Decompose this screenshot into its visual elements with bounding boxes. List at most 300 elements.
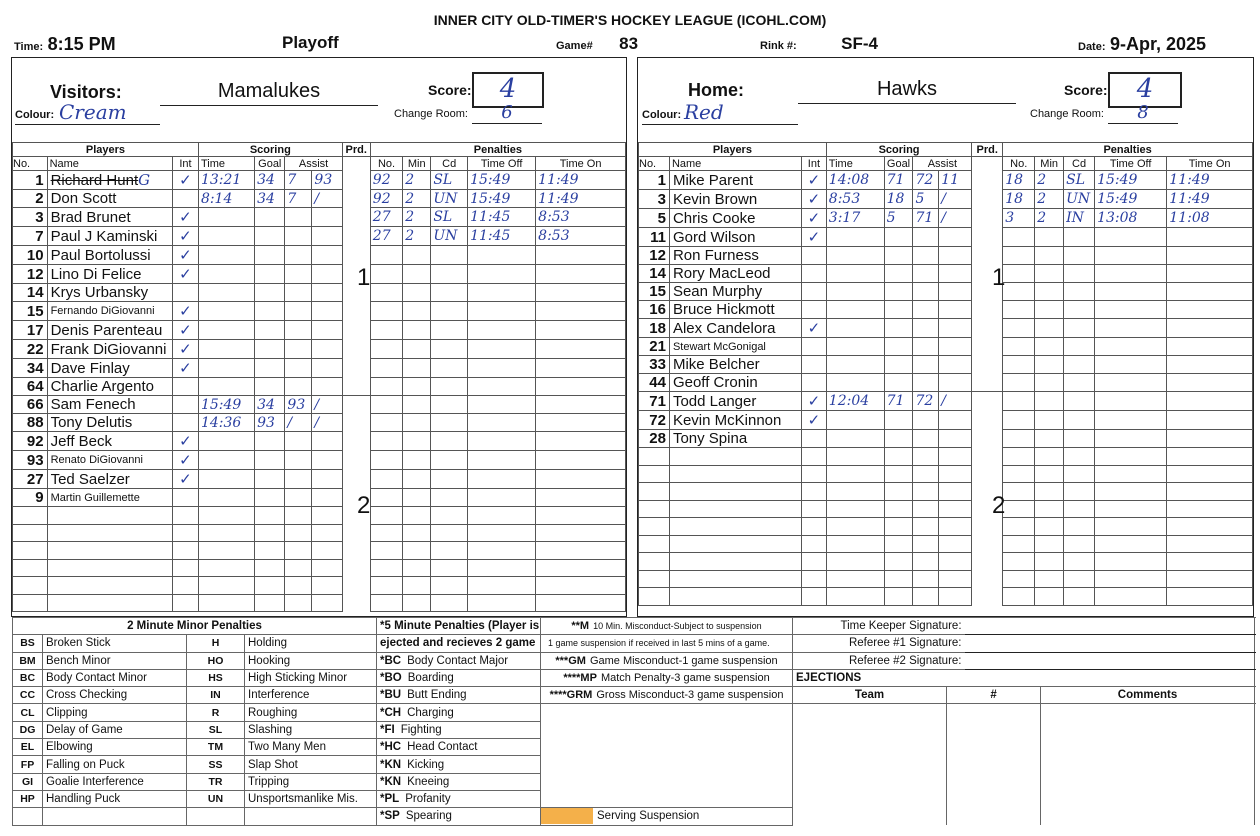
score-time	[198, 451, 254, 470]
major-item	[377, 773, 541, 790]
minor-desc: Two Many Men	[245, 739, 377, 756]
player-number: 34	[13, 359, 48, 378]
time-field	[14, 34, 116, 55]
minor-desc: Tripping	[245, 773, 377, 790]
minor-desc: Slashing	[245, 721, 377, 738]
penalty-no	[370, 359, 402, 378]
period-cell	[342, 340, 370, 359]
penalty-min	[1035, 500, 1064, 518]
player-name-text: Mike Belcher	[672, 356, 760, 373]
penalty-off	[1095, 319, 1167, 338]
player-name	[47, 190, 172, 208]
intent-check: ✓	[802, 392, 827, 411]
table-row	[13, 432, 626, 451]
ejection-team	[793, 721, 947, 738]
table-row	[639, 588, 1253, 606]
score-a2	[939, 465, 972, 483]
player-number: 15	[639, 283, 670, 301]
period-cell	[342, 359, 370, 378]
major-code: *PL	[380, 793, 400, 806]
player-name-text: Bruce Hickmott	[672, 301, 775, 318]
penalty-off	[468, 489, 536, 507]
intent-check: ✓	[172, 359, 198, 378]
minor-desc: Roughing	[245, 704, 377, 721]
table-row	[13, 559, 626, 577]
misc-empty	[541, 704, 793, 721]
intent-check	[172, 507, 198, 525]
intent-check	[802, 553, 827, 571]
score-goal	[884, 356, 913, 374]
intent-check: ✓	[802, 228, 827, 247]
penalty-on	[1167, 301, 1253, 319]
penalty-off	[468, 396, 536, 414]
player-number: 22	[13, 340, 48, 359]
major-desc: Spearing	[405, 810, 452, 823]
table-row	[639, 356, 1253, 374]
penalty-no	[1003, 483, 1035, 501]
score-a1	[285, 265, 312, 284]
score-a1	[913, 448, 939, 466]
penalty-no	[1003, 247, 1035, 265]
scoring-header: Scoring	[826, 143, 971, 157]
penalty-on	[1167, 356, 1253, 374]
score-goal	[255, 208, 285, 227]
score-a2: /	[312, 414, 342, 432]
penalty-cd	[1064, 319, 1095, 338]
table-row	[13, 246, 626, 265]
score-goal	[884, 518, 913, 536]
date-value: 9-Apr, 2025	[1109, 34, 1207, 54]
minor-code: EL	[13, 739, 43, 756]
major-code: *KN	[380, 775, 402, 788]
misc-empty	[541, 739, 793, 756]
visitors-grid	[12, 142, 626, 612]
penalty-cd	[1064, 301, 1095, 319]
period-cell	[342, 396, 370, 414]
player-number: 44	[639, 374, 670, 392]
penalty-off	[468, 524, 536, 542]
home-label: Home:	[688, 80, 745, 100]
player-name	[669, 209, 801, 228]
score-goal	[884, 265, 913, 283]
penalty-no: 18	[1003, 171, 1035, 190]
score-a1	[913, 553, 939, 571]
home-colour: Red	[684, 100, 724, 124]
major-code: *HC	[380, 741, 402, 754]
player-name-text: Fernando DiGiovanni	[50, 305, 155, 317]
table-row	[13, 378, 626, 396]
penalty-min	[1035, 518, 1064, 536]
player-number: 2	[13, 190, 48, 208]
ejection-comments	[1041, 721, 1255, 738]
score-a2	[939, 570, 972, 588]
penalty-min	[403, 507, 431, 525]
player-number	[639, 465, 670, 483]
score-goal: 93	[255, 414, 285, 432]
penalty-min	[1035, 319, 1064, 338]
score-goal	[884, 430, 913, 448]
intent-check	[802, 247, 827, 265]
major-desc: Head Contact	[407, 741, 478, 754]
score-a1	[285, 432, 312, 451]
player-name	[47, 321, 172, 340]
table-row	[639, 301, 1253, 319]
visitors-colour-field	[15, 100, 160, 125]
penalty-no	[370, 577, 402, 595]
player-name	[47, 246, 172, 265]
period-cell	[342, 414, 370, 432]
table-row	[13, 265, 626, 284]
intent-check	[172, 414, 198, 432]
table-row	[639, 374, 1253, 392]
penalty-no	[370, 432, 402, 451]
penalty-min	[403, 396, 431, 414]
intent-check: ✓	[172, 470, 198, 489]
penalty-min	[1035, 483, 1064, 501]
score-a2	[312, 559, 342, 577]
penalty-min	[1035, 228, 1064, 247]
major-item	[377, 721, 541, 738]
penalty-cd	[1064, 430, 1095, 448]
penalty-no: 27	[370, 208, 402, 227]
score-goal	[255, 265, 285, 284]
rink-label: Rink #:	[760, 40, 797, 52]
player-number	[639, 570, 670, 588]
misc-item	[541, 652, 793, 669]
penalty-no: 92	[370, 190, 402, 208]
player-name	[47, 171, 172, 190]
player-name-text: Tony Delutis	[50, 414, 133, 431]
score-goal	[255, 577, 285, 595]
penalty-on	[536, 246, 626, 265]
period-cell	[972, 392, 1003, 411]
time-label: Time:	[14, 41, 44, 53]
period-cell	[342, 451, 370, 470]
score-goal	[255, 594, 285, 612]
player-number	[13, 507, 48, 525]
misc-empty	[541, 721, 793, 738]
score-goal	[884, 374, 913, 392]
period-cell	[972, 338, 1003, 356]
player-name	[47, 359, 172, 378]
penalty-no	[1003, 374, 1035, 392]
penalty-min	[403, 284, 431, 302]
player-name	[669, 392, 801, 411]
table-row	[13, 594, 626, 612]
no-col: No.	[13, 157, 48, 171]
penalty-on	[536, 284, 626, 302]
player-number: 11	[639, 228, 670, 247]
penalty-on	[536, 524, 626, 542]
ejections-comments-header: Comments	[1041, 687, 1255, 704]
table-row	[639, 570, 1253, 588]
period-cell	[972, 247, 1003, 265]
score-a2	[939, 319, 972, 338]
score-time	[826, 570, 884, 588]
score-a1	[913, 301, 939, 319]
game-number-label: Game#	[556, 40, 593, 52]
penalty-min: 2	[1035, 209, 1064, 228]
minor-code: GI	[13, 773, 43, 790]
serving-swatch	[541, 808, 593, 824]
home-period-1: 1	[992, 264, 1006, 291]
intent-check: ✓	[172, 451, 198, 470]
player-number: 14	[13, 284, 48, 302]
goalie-mark: G	[138, 171, 151, 189]
minor-code: TM	[187, 739, 245, 756]
score-time	[198, 208, 254, 227]
player-name	[669, 283, 801, 301]
penalty-no	[370, 284, 402, 302]
penalty-cd	[1064, 356, 1095, 374]
penalty-cd	[431, 451, 468, 470]
score-a2	[312, 594, 342, 612]
player-number: 27	[13, 470, 48, 489]
score-a2: /	[312, 396, 342, 414]
table-row	[639, 171, 1253, 190]
player-name-text: Paul Bortolussi	[50, 246, 151, 264]
legend-row	[13, 756, 1255, 773]
ejection-comments	[1041, 739, 1255, 756]
period-cell	[342, 542, 370, 560]
penalty-no	[370, 451, 402, 470]
penalty-on	[1167, 247, 1253, 265]
penalty-min: 2	[403, 171, 431, 190]
score-goal	[255, 489, 285, 507]
player-name	[47, 507, 172, 525]
score-goal	[255, 559, 285, 577]
penalty-cd	[1064, 411, 1095, 430]
player-name-text: Tony Spina	[672, 430, 748, 447]
assist-col: Assist	[285, 157, 342, 171]
penalty-off	[1095, 392, 1167, 411]
score-a1	[285, 246, 312, 265]
player-name-text: Geoff Cronin	[672, 374, 758, 391]
penalty-min	[1035, 392, 1064, 411]
visitors-team-name: Mamalukes	[160, 80, 378, 106]
penalty-no	[1003, 500, 1035, 518]
intent-check	[172, 284, 198, 302]
penalty-off	[468, 246, 536, 265]
player-name	[47, 396, 172, 414]
player-name-text: Stewart McGonigal	[672, 340, 766, 353]
legend-row	[13, 669, 1255, 686]
score-a1: 71	[913, 209, 939, 228]
intent-check	[802, 500, 827, 518]
major-item	[377, 669, 541, 686]
intent-check	[802, 283, 827, 301]
intent-check	[802, 535, 827, 553]
major-code: *BO	[380, 672, 402, 685]
intent-check	[802, 570, 827, 588]
major-item	[377, 687, 541, 704]
score-time	[826, 500, 884, 518]
players-header: Players	[639, 143, 827, 157]
ejections-team-header: Team	[793, 687, 947, 704]
player-number	[639, 448, 670, 466]
date-label: Date:	[1078, 41, 1106, 53]
penalty-on	[1167, 448, 1253, 466]
score-time	[198, 246, 254, 265]
rink-value: SF-4	[841, 34, 878, 53]
score-a2	[939, 228, 972, 247]
penalty-off	[1095, 448, 1167, 466]
penalty-off	[468, 577, 536, 595]
player-number: 33	[639, 356, 670, 374]
period-cell	[972, 228, 1003, 247]
score-a2	[312, 284, 342, 302]
penalty-no	[1003, 301, 1035, 319]
penalty-cd	[1064, 465, 1095, 483]
score-time	[826, 411, 884, 430]
minor-desc: Broken Stick	[43, 635, 187, 652]
score-a1	[913, 228, 939, 247]
penalty-min	[1035, 265, 1064, 283]
time-col: Time	[826, 157, 884, 171]
period-col	[342, 157, 370, 171]
penalty-on	[1167, 500, 1253, 518]
period-cell	[972, 356, 1003, 374]
period-header: Prd.	[972, 143, 1003, 157]
score-time	[826, 535, 884, 553]
score-a2	[312, 507, 342, 525]
visitors-colour: Cream	[59, 100, 127, 124]
player-number: 18	[639, 319, 670, 338]
score-a1	[913, 265, 939, 283]
player-name	[669, 518, 801, 536]
empty	[245, 808, 377, 825]
intent-check: ✓	[172, 340, 198, 359]
table-row	[639, 209, 1253, 228]
major-desc: Body Contact Major	[407, 654, 509, 667]
player-name	[669, 171, 801, 190]
table-row	[13, 302, 626, 321]
league-title: INNER CITY OLD-TIMER'S HOCKEY LEAGUE (ICOHL.COM)	[433, 12, 827, 28]
player-name	[47, 489, 172, 507]
penalty-no	[1003, 553, 1035, 571]
score-goal	[884, 411, 913, 430]
major-item	[377, 704, 541, 721]
period-cell	[342, 171, 370, 190]
intent-check	[802, 448, 827, 466]
score-goal	[884, 535, 913, 553]
player-name	[47, 378, 172, 396]
score-a1	[913, 588, 939, 606]
pen-no-col: No.	[370, 157, 402, 171]
penalty-off	[468, 414, 536, 432]
table-row	[639, 535, 1253, 553]
table-row	[639, 247, 1253, 265]
penalty-on	[536, 542, 626, 560]
penalty-min: 2	[403, 227, 431, 246]
minor-desc: Goalie Interference	[43, 773, 187, 790]
player-name	[669, 465, 801, 483]
misc-code: ***GM	[555, 654, 586, 667]
score-a2	[312, 246, 342, 265]
table-row	[639, 483, 1253, 501]
player-name-text: Todd Langer	[672, 392, 757, 410]
penalty-off	[1095, 535, 1167, 553]
minor-code: BC	[13, 669, 43, 686]
player-name-text: Alex Candelora	[672, 319, 776, 337]
player-name-text: Brad Brunet	[50, 208, 131, 226]
intent-check	[802, 465, 827, 483]
penalty-min: 2	[403, 208, 431, 227]
score-time	[198, 507, 254, 525]
score-a1	[285, 559, 312, 577]
minor-desc: Delay of Game	[43, 721, 187, 738]
player-number: 1	[639, 171, 670, 190]
ejection-team	[793, 808, 947, 825]
penalty-off	[468, 340, 536, 359]
player-name-text: Don Scott	[50, 190, 117, 207]
rink-field	[760, 34, 878, 54]
penalty-min: 2	[1035, 190, 1064, 209]
penalty-min: 2	[403, 190, 431, 208]
player-name-text: Frank DiGiovanni	[50, 340, 167, 358]
score-a2: /	[939, 392, 972, 411]
signature-label: Referee #1 Signature:	[793, 635, 965, 652]
score-a1	[913, 465, 939, 483]
penalty-cd	[1064, 570, 1095, 588]
score-a1	[285, 577, 312, 595]
score-time	[826, 283, 884, 301]
penalty-min	[1035, 430, 1064, 448]
score-a1: 72	[913, 392, 939, 411]
player-name-text: Sam Fenech	[50, 396, 136, 413]
major-item	[377, 739, 541, 756]
period-cell	[342, 432, 370, 451]
player-number: 5	[639, 209, 670, 228]
penalty-no	[370, 559, 402, 577]
player-number: 12	[639, 247, 670, 265]
misc-empty	[541, 773, 793, 790]
penalty-no	[1003, 228, 1035, 247]
penalty-min	[403, 302, 431, 321]
player-number: 16	[639, 301, 670, 319]
serving-suspension	[541, 808, 793, 825]
penalty-off	[468, 559, 536, 577]
score-a2	[312, 542, 342, 560]
penalty-cd	[431, 542, 468, 560]
score-goal: 5	[884, 209, 913, 228]
score-time	[198, 559, 254, 577]
period-cell	[972, 518, 1003, 536]
scoring-header: Scoring	[198, 143, 342, 157]
visitors-colour-label: Colour:	[15, 109, 55, 121]
minor-code: CC	[13, 687, 43, 704]
int-col: Int	[172, 157, 198, 171]
major-code: *BU	[380, 689, 402, 702]
intent-check	[172, 524, 198, 542]
signature-line	[965, 635, 1255, 652]
penalty-no	[1003, 411, 1035, 430]
penalty-min	[1035, 588, 1064, 606]
penalty-min	[403, 577, 431, 595]
penalty-no	[1003, 465, 1035, 483]
score-a1	[285, 378, 312, 396]
score-a2	[939, 448, 972, 466]
penalty-min	[403, 359, 431, 378]
penalties-header: Penalties	[1003, 143, 1253, 157]
penalty-min	[1035, 553, 1064, 571]
period-cell	[972, 535, 1003, 553]
penalty-cd	[431, 396, 468, 414]
score-a1	[285, 340, 312, 359]
penalty-on: 11:49	[1167, 171, 1253, 190]
pen-no-col: No.	[1003, 157, 1035, 171]
intent-check: ✓	[802, 209, 827, 228]
